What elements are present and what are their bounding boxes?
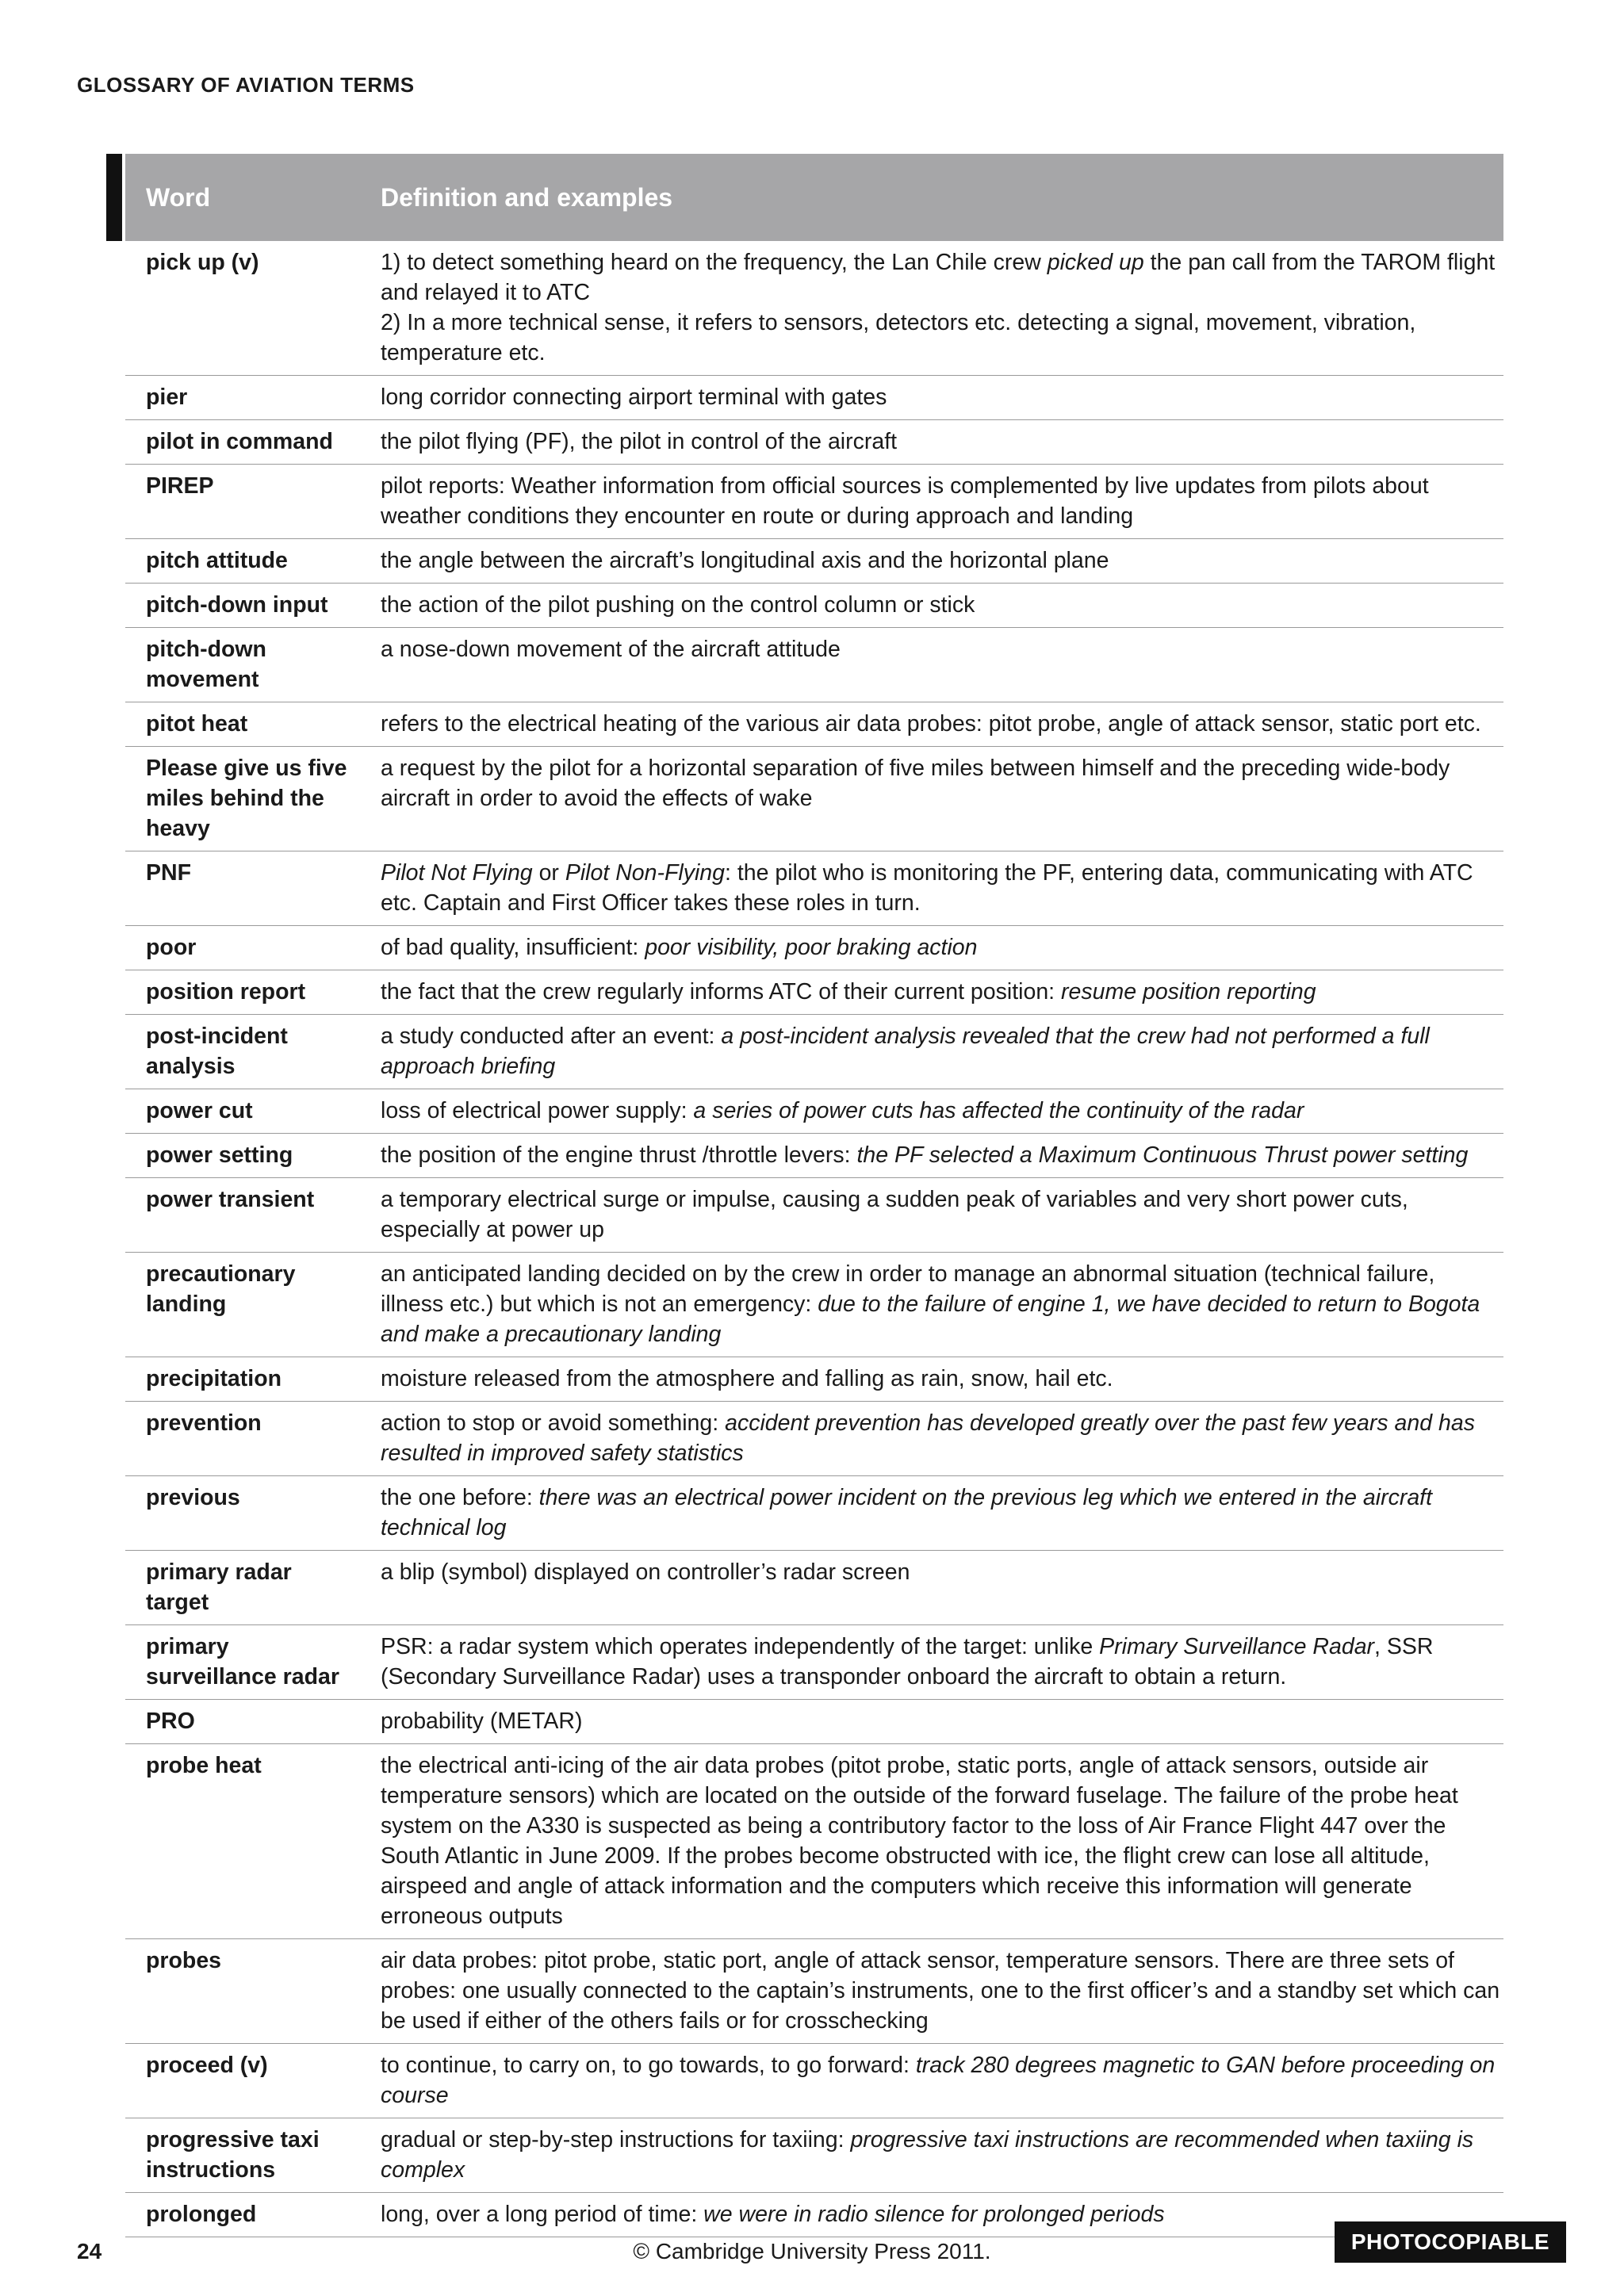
glossary-term: pitch-down movement bbox=[125, 628, 358, 702]
definition-text: 2) In a more technical sense, it refers to sensors, detectors etc. detecting a signal, movement, vibration, temperature etc. bbox=[381, 310, 1416, 365]
glossary-definition bbox=[358, 1178, 1503, 1253]
glossary-definition bbox=[358, 539, 1503, 584]
glossary-term: prevention bbox=[125, 1402, 358, 1476]
definition-example: the PF selected a Maximum Continuous Thrust power setting bbox=[856, 1142, 1469, 1168]
definition-example: Pilot Non-Flying bbox=[565, 860, 725, 886]
table-row bbox=[125, 1551, 1503, 1625]
definition-text: the one before: bbox=[381, 1485, 539, 1510]
definition-example: a post-incident analysis revealed that the crew had not performed a full approach briefing bbox=[381, 1024, 1430, 1079]
definition-text: a blip (symbol) displayed on controller’s radar screen bbox=[381, 1559, 910, 1585]
definition-text: the fact that the crew regularly informs ATC of their current position: bbox=[381, 979, 1062, 1004]
copyright-notice: © Cambridge University Press 2011. bbox=[633, 2239, 991, 2263]
glossary-term: PNF bbox=[125, 851, 358, 926]
glossary-term: post-incident analysis bbox=[125, 1015, 358, 1089]
table-row bbox=[125, 1625, 1503, 1700]
definition-text: a request by the pilot for a horizontal separation of five miles between himself and the preceding wide-body aircraft in order to avoid the effects of wake bbox=[381, 756, 1450, 811]
glossary-definition bbox=[358, 1700, 1503, 1744]
table-row bbox=[125, 1402, 1503, 1476]
table-row bbox=[125, 747, 1503, 851]
table-row bbox=[125, 584, 1503, 628]
table-body bbox=[125, 241, 1503, 2237]
table-header-row bbox=[125, 154, 1503, 241]
definition-example: picked up bbox=[1047, 250, 1144, 275]
glossary-term: prolonged bbox=[125, 2193, 358, 2237]
header-accent-bar bbox=[106, 154, 122, 241]
table-row bbox=[125, 420, 1503, 465]
glossary-term: pitch attitude bbox=[125, 539, 358, 584]
glossary-definition bbox=[358, 2044, 1503, 2118]
glossary-definition bbox=[358, 970, 1503, 1015]
table-row bbox=[125, 926, 1503, 970]
definition-example: due to the failure of engine 1, we have decided to return to Bogota and make a precautionary landing bbox=[381, 1292, 1480, 1347]
glossary-definition bbox=[358, 747, 1503, 851]
glossary-term: power transient bbox=[125, 1178, 358, 1253]
definition-example: accident prevention has developed greatly over the past few years and has resulted in improved safety statistics bbox=[381, 1410, 1475, 1466]
definition-text: PSR: a radar system which operates independently of the target: unlike bbox=[381, 1634, 1100, 1659]
glossary-definition bbox=[358, 1476, 1503, 1551]
glossary-definition bbox=[358, 241, 1503, 376]
table-row bbox=[125, 851, 1503, 926]
glossary-definition bbox=[358, 1744, 1503, 1939]
table-row bbox=[125, 1089, 1503, 1134]
definition-text: the pilot flying (PF), the pilot in control of the aircraft bbox=[381, 429, 898, 454]
glossary-term: power setting bbox=[125, 1134, 358, 1178]
column-header-word: Word bbox=[125, 154, 358, 241]
glossary-term: progressive taxi instructions bbox=[125, 2118, 358, 2193]
glossary-definition bbox=[358, 584, 1503, 628]
definition-text: probability (METAR) bbox=[381, 1709, 583, 1734]
glossary-definition bbox=[358, 851, 1503, 926]
definition-text: action to stop or avoid something: bbox=[381, 1410, 726, 1436]
definition-text: a study conducted after an event: bbox=[381, 1024, 722, 1049]
definition-example: Pilot Not Flying bbox=[381, 860, 533, 886]
glossary-term: PIREP bbox=[125, 465, 358, 539]
glossary-definition bbox=[358, 2193, 1503, 2237]
table-row bbox=[125, 1744, 1503, 1939]
definition-text: refers to the electrical heating of the various air data probes: pitot probe, angle of attack sensor, static port etc. bbox=[381, 711, 1481, 737]
glossary-term: pitch-down input bbox=[125, 584, 358, 628]
glossary-definition bbox=[358, 465, 1503, 539]
definition-text: of bad quality, insufficient: bbox=[381, 935, 645, 960]
definition-example: track 280 degrees magnetic to GAN before proceeding on course bbox=[381, 2053, 1496, 2108]
definition-text: gradual or step-by-step instructions for taxiing: bbox=[381, 2127, 851, 2152]
glossary-term: probes bbox=[125, 1939, 358, 2044]
table-row bbox=[125, 1178, 1503, 1253]
definition-example: a series of power cuts has affected the continuity of the radar bbox=[693, 1098, 1304, 1123]
table-row bbox=[125, 2044, 1503, 2118]
definition-text: the pan call from the TAROM flight and relayed it to ATC bbox=[381, 250, 1496, 305]
definition-text: the action of the pilot pushing on the control column or stick bbox=[381, 592, 975, 618]
definition-text: long corridor connecting airport terminal with gates bbox=[381, 385, 887, 410]
glossary-definition bbox=[358, 1134, 1503, 1178]
glossary-definition bbox=[358, 1625, 1503, 1700]
definition-text: pilot reports: Weather information from official sources is complemented by live updates from pilots about weather conditions they encounter en route or during approach and landing bbox=[381, 473, 1429, 529]
glossary-definition bbox=[358, 628, 1503, 702]
table-row bbox=[125, 1357, 1503, 1402]
glossary-term: previous bbox=[125, 1476, 358, 1551]
definition-text: air data probes: pitot probe, static port, angle of attack sensor, temperature sensors. There are three sets of probes: one usually connected to the captain’s instruments, one to the first officer’s and a standby set which can be used if either of the others fails or for crosschecking bbox=[381, 1948, 1500, 2034]
table-row bbox=[125, 1015, 1503, 1089]
definition-text: the angle between the aircraft’s longitudinal axis and the horizontal plane bbox=[381, 548, 1109, 573]
glossary-term: pick up (v) bbox=[125, 241, 358, 376]
glossary-definition bbox=[358, 1551, 1503, 1625]
table-row bbox=[125, 1134, 1503, 1178]
glossary-term: Please give us five miles behind the heavy bbox=[125, 747, 358, 851]
glossary-term: pilot in command bbox=[125, 420, 358, 465]
definition-text: 1) to detect something heard on the frequency, the Lan Chile crew bbox=[381, 250, 1048, 275]
definition-text: the electrical anti-icing of the air data probes (pitot probe, static ports, angle of attack sensors, outside air temperature sensors) which are located on the outside of the forward fuselage. The failure of the probe heat system on the A330 is suspected as being a contributory factor to the loss of Air France Flight 447 over the South Atlantic in June 2009. If the probes become obstructed with ice, the flight crew can lose all altitude, airspeed and angle of attack information and the computers which receive this information will generate erroneous outputs bbox=[381, 1753, 1458, 1929]
table-row bbox=[125, 241, 1503, 376]
page-number: 24 bbox=[77, 2239, 102, 2263]
column-header-definition: Definition and examples bbox=[358, 154, 1503, 241]
definition-example: poor visibility, poor braking action bbox=[645, 935, 978, 960]
glossary-definition bbox=[358, 1402, 1503, 1476]
glossary-term: pier bbox=[125, 376, 358, 420]
definition-text: or bbox=[532, 860, 565, 886]
table-row bbox=[125, 376, 1503, 420]
glossary-term: power cut bbox=[125, 1089, 358, 1134]
definition-example: Primary Surveillance Radar bbox=[1099, 1634, 1375, 1659]
glossary-definition bbox=[358, 1939, 1503, 2044]
table-row bbox=[125, 1253, 1503, 1357]
glossary-term: position report bbox=[125, 970, 358, 1015]
glossary-definition bbox=[358, 1253, 1503, 1357]
table-row bbox=[125, 2118, 1503, 2193]
table-row bbox=[125, 1700, 1503, 1744]
glossary-term: proceed (v) bbox=[125, 2044, 358, 2118]
glossary-definition bbox=[358, 376, 1503, 420]
definition-text: the position of the engine thrust /throttle levers: bbox=[381, 1142, 857, 1168]
table-row bbox=[125, 1476, 1503, 1551]
definition-text: : the pilot who is monitoring the PF, entering data, communicating with ATC etc. Captain and First Officer takes these roles in turn. bbox=[381, 860, 1473, 916]
glossary-term: pitot heat bbox=[125, 702, 358, 747]
table-row bbox=[125, 628, 1503, 702]
definition-text: loss of electrical power supply: bbox=[381, 1098, 694, 1123]
definition-text: a nose-down movement of the aircraft attitude bbox=[381, 637, 841, 662]
glossary-definition bbox=[358, 1015, 1503, 1089]
glossary-term: probe heat bbox=[125, 1744, 358, 1939]
definition-text: long, over a long period of time: bbox=[381, 2202, 704, 2227]
glossary-definition bbox=[358, 2118, 1503, 2193]
definition-text: moisture released from the atmosphere and falling as rain, snow, hail etc. bbox=[381, 1366, 1113, 1391]
glossary-definition bbox=[358, 420, 1503, 465]
glossary-term: precautionary landing bbox=[125, 1253, 358, 1357]
definition-example: progressive taxi instructions are recommended when taxiing is complex bbox=[381, 2127, 1474, 2183]
table-row bbox=[125, 465, 1503, 539]
glossary-definition bbox=[358, 1357, 1503, 1402]
definition-example: there was an electrical power incident on the previous leg which we entered in the aircraft technical log bbox=[381, 1485, 1433, 1540]
page-title: GLOSSARY OF AVIATION TERMS bbox=[77, 73, 415, 97]
definition-example: resume position reporting bbox=[1061, 979, 1316, 1004]
definition-text: a temporary electrical surge or impulse, causing a sudden peak of variables and very short power cuts, especially at power up bbox=[381, 1187, 1408, 1242]
glossary-definition bbox=[358, 926, 1503, 970]
photocopiable-badge: PHOTOCOPIABLE bbox=[1335, 2221, 1566, 2263]
definition-example: we were in radio silence for prolonged periods bbox=[703, 2202, 1165, 2227]
glossary-term: poor bbox=[125, 926, 358, 970]
glossary-term: primary radar target bbox=[125, 1551, 358, 1625]
table-row bbox=[125, 2193, 1503, 2237]
table-row bbox=[125, 539, 1503, 584]
table-row bbox=[125, 702, 1503, 747]
glossary-table-container bbox=[108, 154, 1503, 2237]
glossary-definition bbox=[358, 702, 1503, 747]
glossary-term: primary surveillance radar bbox=[125, 1625, 358, 1700]
definition-text: , SSR (Secondary Surveillance Radar) uses a transponder onboard the aircraft to obtain a return. bbox=[381, 1634, 1434, 1689]
glossary-definition bbox=[358, 1089, 1503, 1134]
glossary-term: PRO bbox=[125, 1700, 358, 1744]
glossary-table bbox=[125, 154, 1503, 2237]
glossary-term: precipitation bbox=[125, 1357, 358, 1402]
definition-text: an anticipated landing decided on by the crew in order to manage an abnormal situation (technical failure, illness etc.) but which is not an emergency: bbox=[381, 1261, 1435, 1317]
table-row bbox=[125, 970, 1503, 1015]
definition-text: to continue, to carry on, to go towards, to go forward: bbox=[381, 2053, 916, 2078]
table-row bbox=[125, 1939, 1503, 2044]
